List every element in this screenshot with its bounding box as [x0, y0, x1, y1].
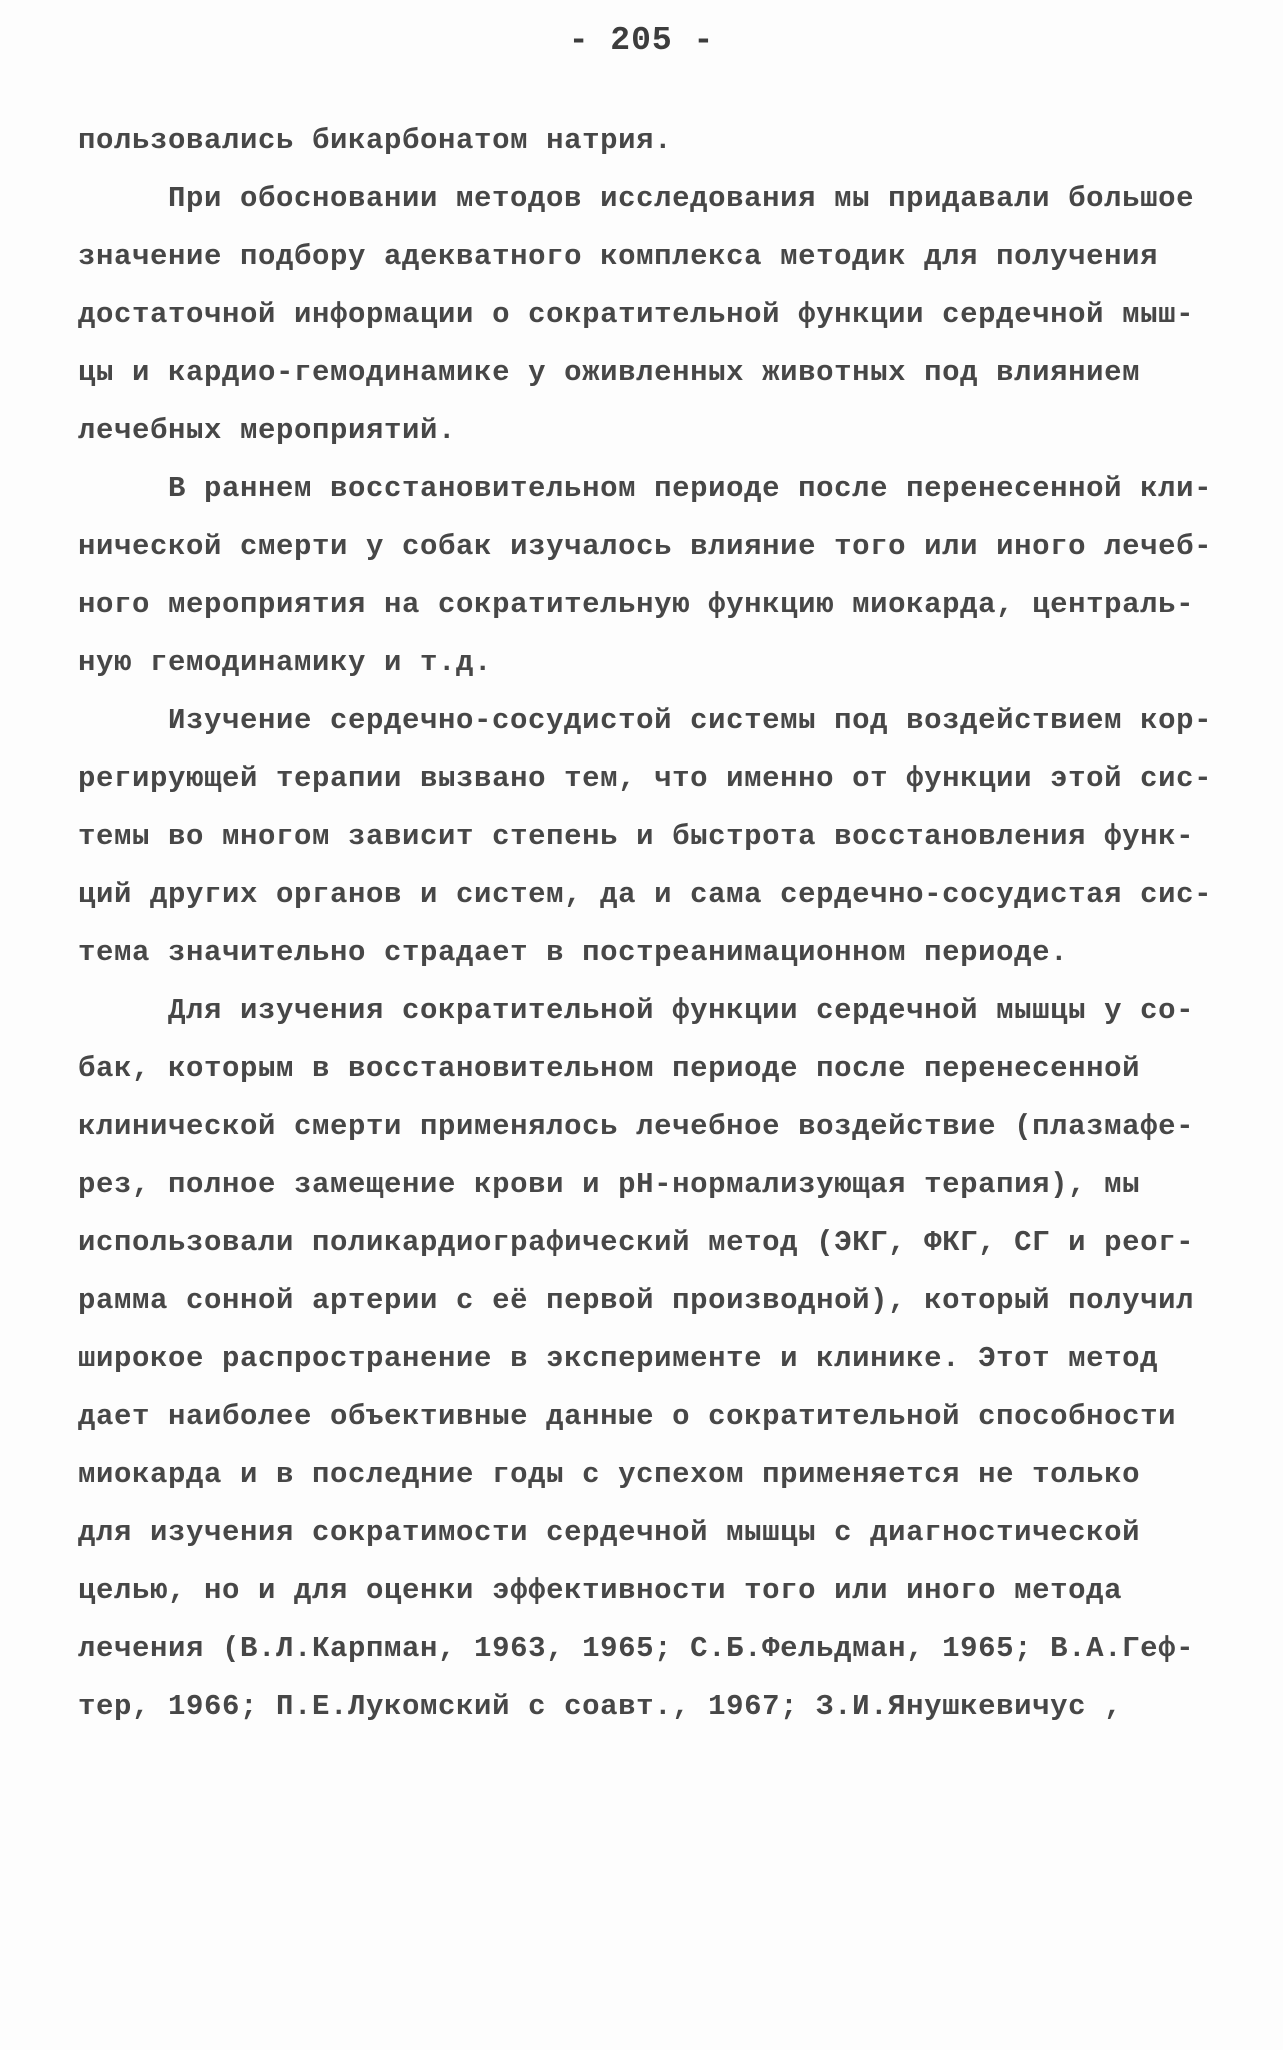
text-line: широкое распространение в эксперименте и клинике. Этот метод — [78, 1342, 1159, 1375]
text-line: ций других органов и систем, да и сама сердечно-сосудистая сис- — [78, 878, 1213, 911]
text-line: целью, но и для оценки эффективности того или иного метода — [78, 1574, 1123, 1607]
text-line: При обосновании методов исследования мы придавали большое — [168, 182, 1195, 215]
text-line: дает наиболее объективные данные о сократительной способности — [78, 1400, 1177, 1433]
text-line: регирующей терапии вызвано тем, что именно от функции этой сис- — [78, 762, 1213, 795]
text-line: лечения (В.Л.Карпман, 1963, 1965; С.Б.Фельдман, 1965; В.А.Геф- — [78, 1632, 1195, 1665]
text-line: Изучение сердечно-сосудистой системы под воздействием кор- — [168, 704, 1213, 737]
text-line: бак, которым в восстановительном периоде после перенесенной — [78, 1052, 1141, 1085]
text-line: пользовались бикарбонатом натрия. — [78, 124, 673, 157]
text-line: достаточной информации о сократительной функции сердечной мыш- — [78, 298, 1195, 331]
text-line: клинической смерти применялось лечебное воздействие (плазмафе- — [78, 1110, 1195, 1143]
text-line: нической смерти у собак изучалось влияние того или иного лечеб- — [78, 530, 1213, 563]
text-line: рез, полное замещение крови и рН-нормализующая терапия), мы — [78, 1168, 1141, 1201]
text-line: миокарда и в последние годы с успехом применяется не только — [78, 1458, 1141, 1491]
text-line: использовали поликардиографический метод (ЭКГ, ФКГ, СГ и реог- — [78, 1226, 1195, 1259]
text-line: значение подбору адекватного комплекса методик для получения — [78, 240, 1159, 273]
text-line: тема значительно страдает в постреанимационном периоде. — [78, 936, 1069, 969]
page-number: - 205 - — [568, 22, 715, 59]
text-line: Для изучения сократительной функции сердечной мышцы у со- — [168, 994, 1195, 1027]
text-line: ного мероприятия на сократительную функцию миокарда, централь- — [78, 588, 1195, 621]
body-text — [78, 112, 1213, 1736]
text-line: цы и кардио-гемодинамике у оживленных животных под влиянием — [78, 356, 1141, 389]
text-line: темы во многом зависит степень и быстрота восстановления функ- — [78, 820, 1195, 853]
text-line: В раннем восстановительном периоде после перенесенной кли- — [168, 472, 1213, 505]
text-line: ную гемодинамику и т.д. — [78, 646, 493, 679]
text-line: рамма сонной артерии с её первой производной), который получил — [78, 1284, 1195, 1317]
text-line: для изучения сократимости сердечной мышцы с диагностической — [78, 1516, 1141, 1549]
text-line: лечебных мероприятий. — [78, 414, 457, 447]
text-line: тер, 1966; П.Е.Лукомский с соавт., 1967; З.И.Янушкевичус , — [78, 1690, 1123, 1723]
